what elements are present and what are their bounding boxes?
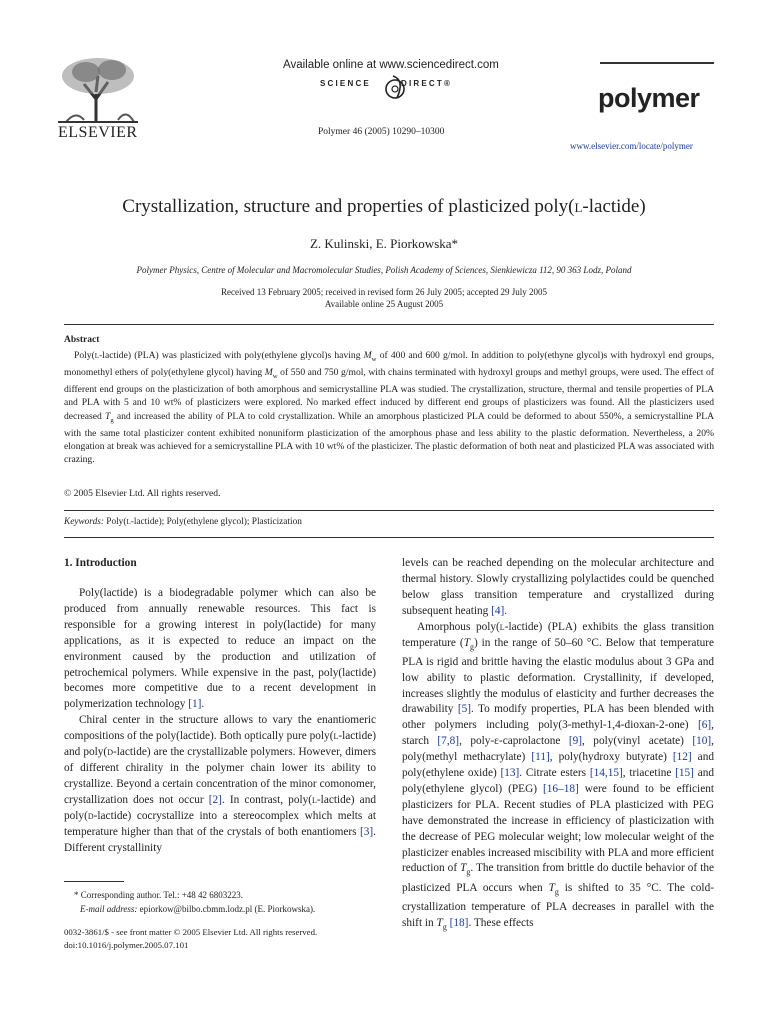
- abstract-heading: Abstract: [64, 335, 100, 345]
- journal-url-link[interactable]: www.elsevier.com/locate/polymer: [570, 141, 693, 151]
- sciencedirect-logo: SCIENCE DIRECT®: [320, 79, 453, 88]
- divider: [64, 324, 714, 325]
- issn-line: 0032-3861/$ - see front matter © 2005 Elsevier Ltd. All rights reserved.: [64, 927, 318, 937]
- sciencedirect-d-icon: [383, 74, 407, 100]
- author-affiliation: Polymer Physics, Centre of Molecular and Macromolecular Studies, Polish Academy of Sciences, Sienkiewicza 112, 90 363 Lodz, Poland: [136, 265, 632, 275]
- abstract-copyright: © 2005 Elsevier Ltd. All rights reserved.: [64, 488, 221, 499]
- available-online-text: Available online at www.sciencedirect.com: [283, 59, 499, 71]
- divider: [64, 510, 714, 511]
- publisher-name: ELSEVIER: [58, 124, 138, 141]
- email-link[interactable]: epiorkow@bilbo.cbmm.lodz.pl (E. Piorkowska).: [139, 904, 316, 914]
- article-title: Crystallization, structure and properties of plasticized poly(l-lactide): [122, 196, 646, 217]
- article-authors: Z. Kulinski, E. Piorkowska*: [309, 236, 459, 251]
- divider: [64, 537, 714, 538]
- available-online-date: Available online 25 August 2005: [324, 299, 444, 309]
- section-heading-introduction: 1. Introduction: [64, 557, 137, 569]
- email-note: E-mail address: epiorkow@bilbo.cbmm.lodz.pl (E. Piorkowska).: [80, 904, 316, 914]
- body-column-left: Poly(lactide) is a biodegradable polymer which can also be produced from annually renewable resources. This fact is responsible for a growing interest in poly(lactide) for many applications, as it is expected to reduce an impact on the environment caused by the production and utilization of petrochemical polymers. While expensive in the past, poly(lactide) becomes more competitive due to a recent development in polymerization technology [1]. Chiral center in the structure allows to vary the enantiomeric compositions of the poly(lactide). Both optically pure poly(l-lactide) and poly(d-lactide) are the crystallizable polymers. However, dimers of different chirality in the polymer chain lower its ability to crystallize. Beyond a certain concentration of the minor comonomer, crystallization does not occur [2]. In contrast, poly(l-lactide) and poly(d-lactide) cocrystallize into a stereocomplex which melts at temperature higher than that of the crystals of both enantiomers [3]. Different crystallinity: [64, 587, 377, 854]
- abstract-text: Poly(l-lactide) (PLA) was plasticized with poly(ethylene glycol)s having $M_w$ of 400 and 600 g/mol. In addition to poly(ethyne glycol)s with hydroxyl end groups, monomethyl ethers of poly(ethylene glycol) having $M_w$ of 550 and 750 g/mol, with chains terminated with hydroxyl groups and methyl groups, were used. The effect of different end groups on the plasticization of both amorphous and semicrystalline PLA was studied. The crystallization, structure, thermal and tensile properties of PLA and PLA with 5 and 10 wt% of plasticizers were explored. No marked effect induced by different end groups of plasticizers was found. All the plasticizers used decreased $T_g$ and increased the ability of PLA to cold crystallization. While an amorphous plasticized PLA could be deformed to about 550%, a semicrystalline PLA with the same total plasticizer content exhibited nonuniform plasticization of the amorphous phase and less ability to the plastic deformation. Nevertheless, a 20% elongation at break was achieved for a semicrystalline PLA with 10 wt% of the plasticizer. The plastic deformation of both neat and plasticized PLA was associated with crazing.: [64, 350, 715, 466]
- header-rule: [600, 62, 714, 64]
- received-dates: Received 13 February 2005; received in revised form 26 July 2005; accepted 29 July 2005: [221, 287, 547, 297]
- doi-line: doi:10.1016/j.polymer.2005.07.101: [64, 940, 189, 950]
- corresponding-author-note: * Corresponding author. Tel.: +48 42 6803223.: [74, 890, 244, 900]
- journal-name: polymer: [598, 83, 700, 113]
- elsevier-tree-logo-icon: [56, 54, 140, 124]
- footnote-rule: [64, 881, 124, 882]
- keywords-line: Keywords: Poly(l-lactide); Poly(ethylene glycol); Plasticization: [64, 517, 302, 527]
- journal-citation: Polymer 46 (2005) 10290–10300: [318, 127, 445, 137]
- body-column-right: levels can be reached depending on the molecular architecture and thermal history. Slowly crystallizing polylactides could be quenched below glass transition temperature and crystallized during subsequent heating [4]. Amorphous poly(l-lactide) (PLA) exhibits the glass transition temperature $(T_g)$ in the range of 50–60 °C. Below that temperature PLA is rigid and brittle having the elastic modulus about 3 GPa and low ability to plastic deformation. Crystallinity, if developed, increases slightly the modulus of elasticity and further decreases the drawability [5]. To modify properties, PLA has been blended with other polymers including poly(3-methyl-1,4-dioxan-2-one) [6], starch [7,8], poly-ε-caprolactone [9], poly(vinyl acetate) [10], poly(methyl methacrylate) [11], poly(hydroxy butyrate) [12] and poly(ethylene oxide) [13]. Citrate esters [14,15], triacetine [15] and poly(ethylene glycol) (PEG) [16–18] were found to be efficient plasticizers for PLA. Recent studies of PLA plasticized with PEG have demonstrated the increase in efficiency of plasticization with the decrease of PEG molecular weight; low molecular weight of the plasticizer enables increased miscibility with PLA and more efficient reduction of $T_g$. The transition from brittle do ductile behavior of the plasticized PLA occurs when $T_g$ is shifted to 35 °C. The cold-crystallization temperature of PLA decreases in parallel with the shift in $T_g$ [18]. These effects: [402, 557, 715, 931]
